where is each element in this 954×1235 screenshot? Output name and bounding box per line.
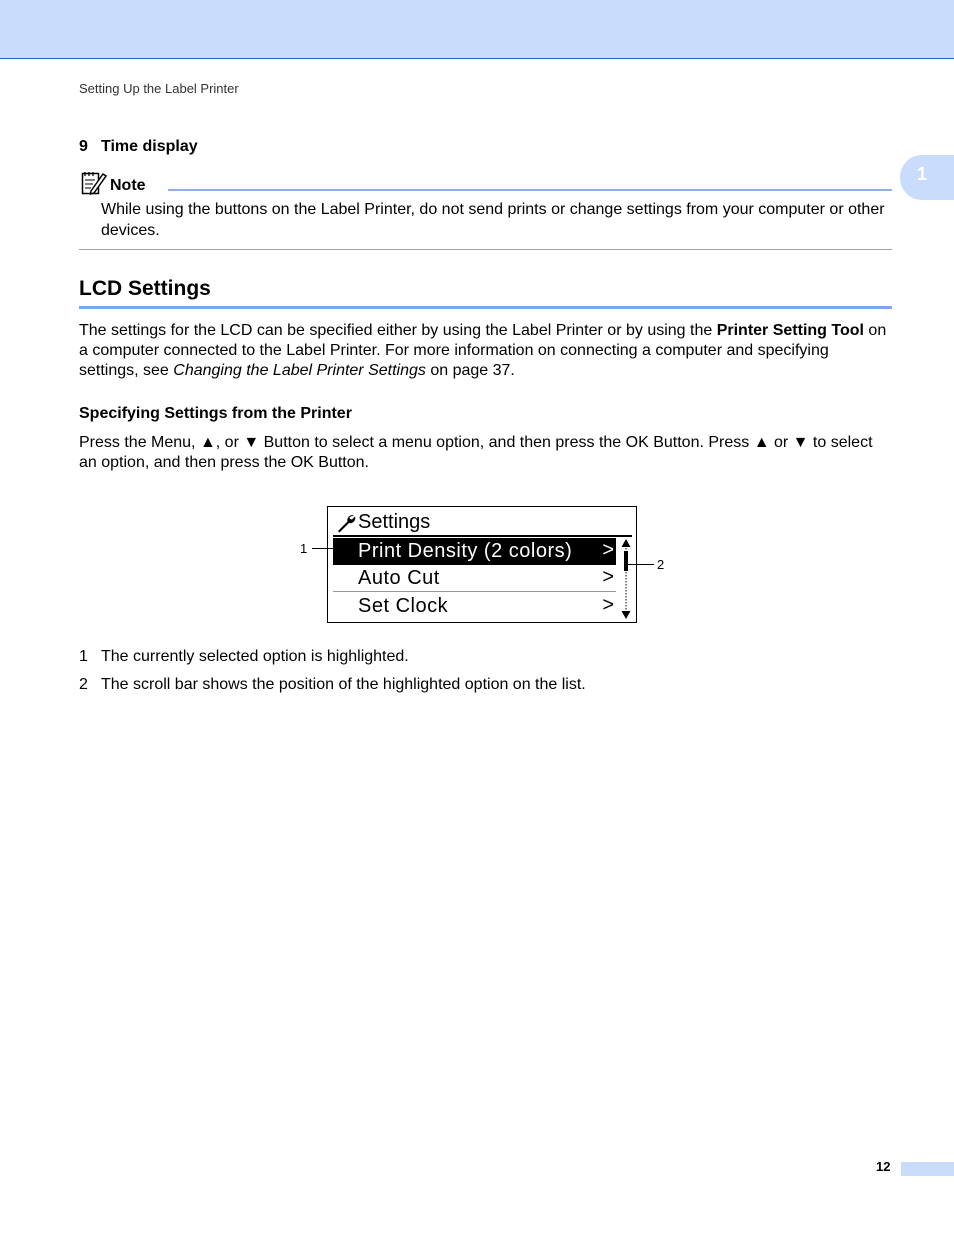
chevron-right-icon: > (602, 594, 614, 616)
intro-text-2: on a computer connected to the Label Printer. For more information on connecting a computer and specifying settings, see (79, 322, 887, 379)
chevron-right-icon: > (602, 566, 614, 588)
legend-text: The currently selected option is highlighted. (101, 648, 409, 665)
callout-1-leader (312, 548, 345, 549)
legend-number: 1 (79, 648, 88, 665)
lcd-title-divider (333, 535, 632, 537)
chapter-tab: 1 (900, 155, 954, 200)
instructions-paragraph: Press the Menu, ▲, or ▼ Button to select a menu option, and then press the OK Button. Press ▲ or ▼ to select an option, and then press the OK Button. (79, 434, 873, 471)
page-number-bar (901, 1162, 954, 1176)
section-title: LCD Settings (79, 277, 211, 300)
lcd-title-label: Settings (358, 511, 431, 533)
lcd-menu-item-label: Set Clock (358, 595, 449, 617)
lcd-menu-item-label: Auto Cut (358, 567, 440, 589)
intro-italic-link: Changing the Label Printer Settings (173, 362, 426, 379)
lcd-menu-item-set-clock[interactable] (333, 593, 616, 620)
breadcrumb: Setting Up the Label Printer (79, 81, 239, 96)
scroll-thumb[interactable] (624, 551, 628, 571)
note-body: While using the buttons on the Label Printer, do not send prints or change settings from your computer or other devices. (101, 201, 885, 239)
lcd-scrollbar[interactable] (619, 538, 633, 620)
legend-number: 2 (79, 676, 88, 693)
section-title-rule (79, 306, 892, 309)
intro-paragraph (79, 321, 892, 381)
legend-item (79, 648, 409, 666)
scroll-up-arrow-icon (622, 539, 631, 547)
chevron-right-icon: > (602, 539, 614, 561)
header-band (0, 0, 954, 59)
callout-1-label: 1 (300, 541, 308, 556)
note-divider (168, 189, 892, 191)
intro-text-3: on page 37. (425, 362, 515, 379)
wrench-icon (336, 513, 356, 533)
lcd-menu-item-print-density[interactable] (333, 538, 616, 565)
step-heading (79, 138, 198, 156)
note-pencil-icon (81, 170, 107, 196)
step-label: Time display (101, 138, 198, 155)
callout-2-label: 2 (657, 557, 665, 572)
legend-item (79, 676, 586, 694)
intro-bold-tool-name: Printer Setting Tool (716, 322, 864, 339)
step-number: 9 (79, 138, 88, 155)
subsection-title: Specifying Settings from the Printer (79, 405, 352, 422)
callout-2-leader (624, 564, 654, 565)
lcd-screen (327, 506, 637, 623)
intro-text-1: The settings for the LCD can be specified either by using the Label Printer or by using the (79, 322, 717, 339)
lcd-menu-item-auto-cut[interactable] (333, 565, 616, 592)
note-title: Note (110, 177, 146, 194)
scroll-down-arrow-icon (622, 611, 631, 619)
legend-text: The scroll bar shows the position of the highlighted option on the list. (101, 676, 586, 693)
page-number: 12 (876, 1159, 891, 1174)
lcd-menu-item-label: Print Density (2 colors) (358, 540, 573, 562)
note-bottom-divider (79, 249, 892, 250)
